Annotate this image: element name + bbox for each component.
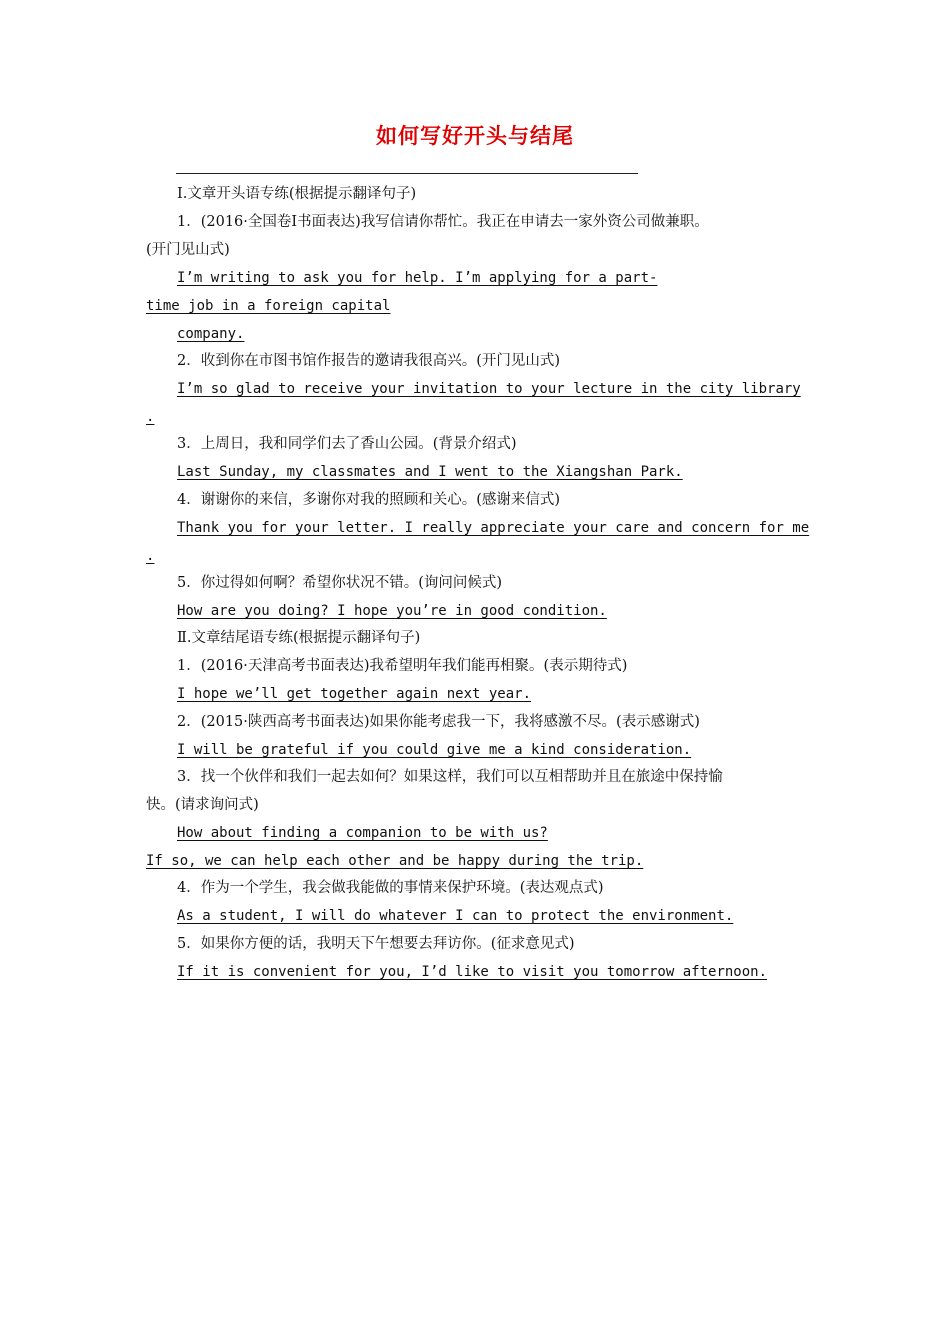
answer-4: Thank you for your letter. I really appreciate your care and concern for me	[177, 520, 810, 536]
answer-1: I’m writing to ask you for help. I’m applying for a part-	[177, 270, 658, 286]
title-divider	[176, 173, 638, 174]
document-title: 如何写好开头与结尾	[376, 124, 574, 148]
answer-8: How about finding a companion to be with us?	[177, 825, 548, 841]
prompt-8: 3．找一个伙伴和我们一起去如何？如果这样，我们可以互相帮助并且在旅途中保持愉	[177, 769, 723, 785]
prompt-7: 2．(2015·陕西高考书面表达)如果你能考虑我一下，我将感激不尽。(表示感谢式)	[177, 714, 700, 730]
answer-9: As a student, I will do whatever I can to protect the environment.	[177, 908, 734, 924]
answer-2-end: .	[146, 409, 155, 425]
prompt-10: 5．如果你方便的话，我明天下午想要去拜访你。(征求意见式)	[177, 936, 575, 952]
prompt-3: 3．上周日，我和同学们去了香山公园。(背景介绍式)	[177, 436, 517, 452]
prompt-2: 2．收到你在市图书馆作报告的邀请我很高兴。(开门见山式)	[177, 353, 561, 369]
section-heading-ending: Ⅱ.文章结尾语专练(根据提示翻译句子)	[177, 630, 421, 646]
prompt-1: 1．(2016·全国卷Ⅰ书面表达)我写信请你帮忙。我正在申请去一家外资公司做兼职。	[177, 214, 709, 230]
answer-3: Last Sunday, my classmates and I went to the Xiangshan Park.	[177, 464, 683, 480]
answer-10: If it is convenient for you, I’d like to visit you tomorrow afternoon.	[177, 964, 768, 980]
prompt-6: 1．(2016·天津高考书面表达)我希望明年我们能再相聚。(表示期待式)	[177, 658, 628, 674]
section-heading-opening: Ⅰ.文章开头语专练(根据提示翻译句子)	[177, 186, 417, 202]
answer-8-cont: If so, we can help each other and be happy during the trip.	[146, 853, 644, 869]
prompt-4: 4．谢谢你的来信，多谢你对我的照顾和关心。(感谢来信式)	[177, 492, 561, 508]
prompt-5: 5．你过得如何啊？希望你状况不错。(询问问候式)	[177, 575, 503, 591]
answer-4-end: .	[146, 548, 155, 564]
answer-7: I will be grateful if you could give me a kind consideration.	[177, 742, 692, 758]
prompt-1-cont: (开门见山式)	[146, 242, 230, 258]
answer-1-end: company.	[177, 326, 245, 342]
prompt-8-cont: 快。(请求询问式)	[146, 797, 259, 813]
prompt-9: 4．作为一个学生，我会做我能做的事情来保护环境。(表达观点式)	[177, 880, 604, 896]
answer-6: I hope we’ll get together again next year.	[177, 686, 532, 702]
answer-5: How are you doing? I hope you’re in good condition.	[177, 603, 607, 619]
answer-1-cont: time job in a foreign capital	[146, 298, 391, 314]
answer-2: I’m so glad to receive your invitation to your lecture in the city library	[177, 381, 801, 397]
